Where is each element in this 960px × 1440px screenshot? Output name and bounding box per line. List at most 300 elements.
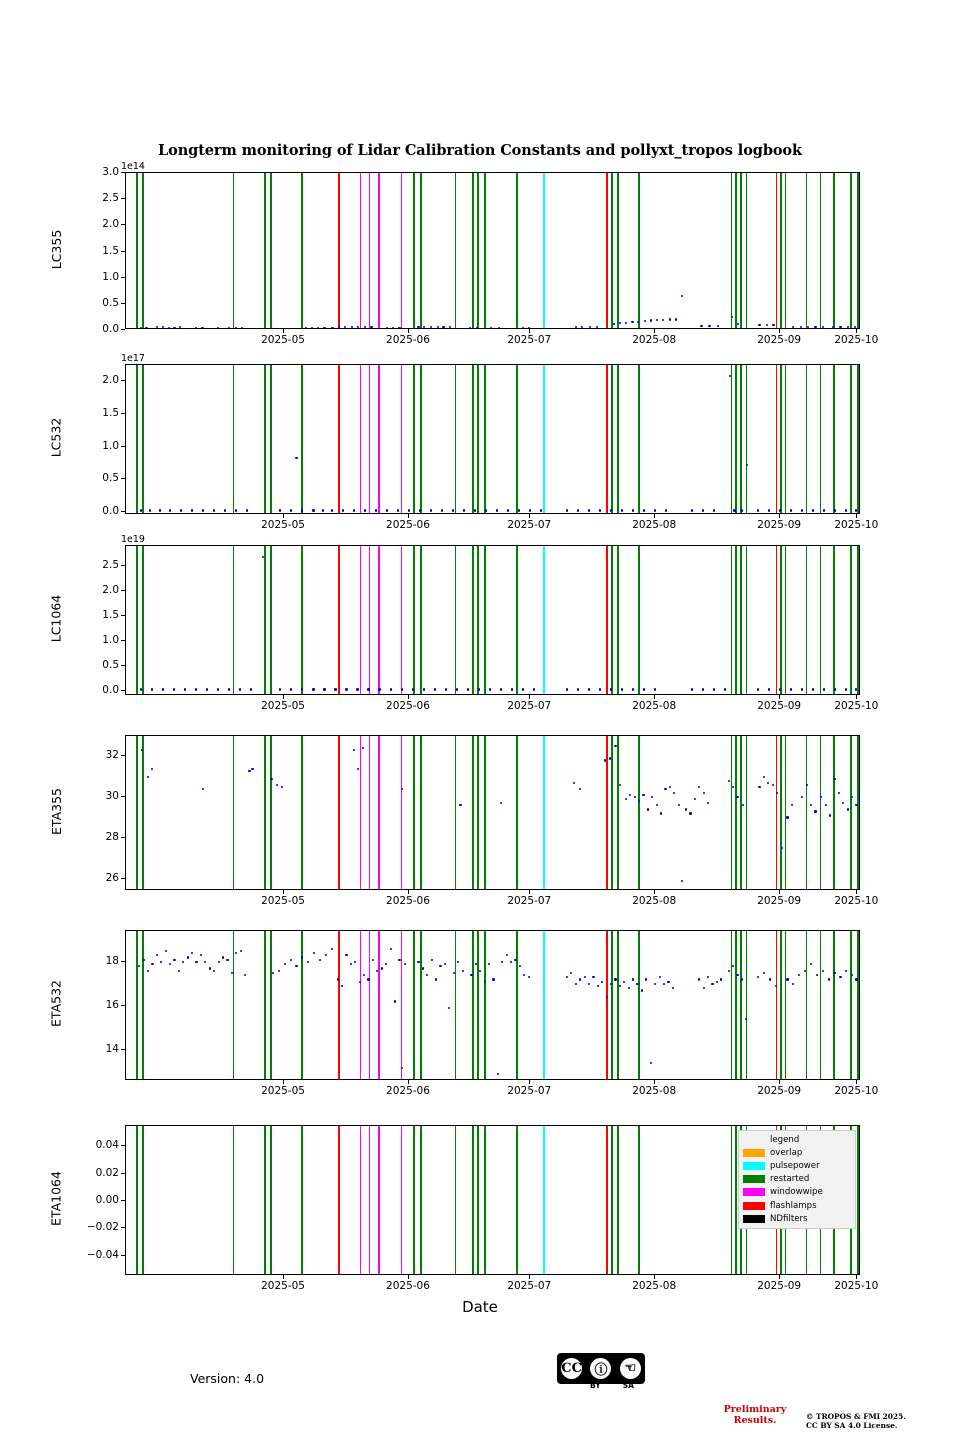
data-point (364, 326, 366, 328)
event-line-restarted (857, 365, 859, 513)
x-tick-mark (779, 514, 780, 518)
y-tick-label: 0.00 (95, 1194, 119, 1206)
event-line-restarted (617, 1126, 619, 1274)
data-point (732, 786, 734, 788)
x-tick-mark (856, 695, 857, 699)
data-point (592, 976, 594, 978)
x-tick-mark (529, 890, 530, 894)
event-line-windowwipe (360, 173, 362, 328)
event-line-restarted (833, 931, 835, 1079)
x-tick-label: 2025-08 (632, 334, 677, 346)
event-line-restarted (142, 931, 144, 1079)
data-point (728, 970, 730, 972)
data-point (823, 688, 825, 690)
event-line-restarted (516, 736, 518, 889)
data-point (313, 952, 315, 954)
event-line-flashlamps (606, 736, 608, 889)
data-point (707, 802, 709, 804)
data-point (669, 786, 671, 788)
event-line-restarted (735, 173, 737, 328)
data-point (488, 963, 490, 965)
data-point (634, 796, 636, 798)
event-line-flashlamps (606, 173, 608, 328)
event-line-restarted (477, 546, 479, 694)
data-point (496, 509, 498, 511)
event-line-restarted (477, 1126, 479, 1274)
data-point (786, 816, 788, 818)
data-point (599, 509, 601, 511)
data-point (342, 509, 344, 511)
data-point (173, 327, 175, 328)
event-line-restarted (420, 931, 422, 1079)
data-point (202, 788, 204, 790)
event-line-restarted (617, 365, 619, 513)
data-point (426, 974, 428, 976)
data-point (500, 688, 502, 690)
x-tick-label: 2025-08 (632, 519, 677, 531)
event-line-restarted (233, 931, 235, 1079)
copyright-note (806, 1412, 906, 1430)
event-line-restarted (420, 365, 422, 513)
y-tick-label: 0.5 (102, 296, 119, 309)
data-point (733, 509, 735, 511)
data-point (716, 981, 718, 983)
data-point (272, 972, 274, 974)
event-line-restarted (484, 1126, 486, 1274)
event-line-restarted (233, 173, 235, 328)
event-line-restarted (806, 365, 808, 513)
data-point (467, 688, 469, 690)
data-point (741, 509, 743, 511)
data-point (523, 974, 525, 976)
x-tick-label: 2025-08 (632, 895, 677, 907)
event-line-restarted (857, 173, 859, 328)
event-line-restarted (413, 173, 415, 328)
data-point (367, 978, 369, 980)
data-point (449, 326, 451, 328)
data-point (786, 978, 788, 980)
data-point (662, 319, 664, 321)
data-point (290, 688, 292, 690)
data-point (213, 509, 215, 511)
legend-item-overlap (743, 1146, 851, 1159)
y-tick-label: 1.5 (102, 609, 119, 621)
y-tick-mark (121, 277, 125, 278)
data-point (507, 509, 509, 511)
data-point (312, 688, 314, 690)
event-line-restarted (611, 736, 613, 889)
data-point (337, 978, 339, 980)
data-point (855, 509, 857, 511)
y-tick-mark (121, 198, 125, 199)
legend-item-restarted (743, 1173, 851, 1186)
data-point (613, 323, 615, 325)
x-tick-label: 2025-10 (834, 895, 879, 907)
data-point (566, 688, 568, 690)
data-point (519, 965, 521, 967)
event-line-restarted (270, 1126, 272, 1274)
data-point (801, 796, 803, 798)
y-tick-mark (121, 224, 125, 225)
data-point (636, 983, 638, 985)
y-tick-mark (121, 1227, 125, 1228)
y-tick-mark (121, 511, 125, 512)
data-point (173, 688, 175, 690)
data-point (485, 509, 487, 511)
data-point (685, 808, 687, 810)
x-tick-mark (529, 329, 530, 333)
event-line-restarted (264, 736, 266, 889)
data-point (664, 788, 666, 790)
event-line-windowwipe (401, 546, 403, 694)
event-line-restarted (301, 736, 303, 889)
data-point (222, 956, 224, 958)
data-point (609, 757, 611, 759)
event-line-restarted (264, 931, 266, 1079)
data-point (828, 978, 830, 980)
event-line-restarted (617, 546, 619, 694)
data-point (577, 509, 579, 511)
event-line-restarted (472, 546, 474, 694)
version-text: Version: 4.0 (190, 1371, 265, 1386)
data-point (200, 954, 202, 956)
x-tick-label: 2025-10 (834, 1085, 879, 1097)
data-point (570, 972, 572, 974)
data-point (331, 948, 333, 950)
y-tick-mark (121, 690, 125, 691)
event-line-restarted (820, 931, 822, 1079)
plot-area-eta355 (126, 736, 859, 889)
data-point (599, 688, 601, 690)
plot-area-eta532 (126, 931, 859, 1079)
event-line-restarted (746, 173, 748, 328)
data-point (790, 509, 792, 511)
x-tick-mark (654, 329, 655, 333)
event-line-restarted (516, 1126, 518, 1274)
data-point (239, 688, 241, 690)
data-point (806, 784, 808, 786)
x-tick-mark (654, 695, 655, 699)
y-tick-label: 0.0 (102, 323, 119, 335)
event-line-flashlamps (776, 736, 778, 889)
data-point (779, 688, 781, 690)
data-point (757, 976, 759, 978)
x-tick-mark (283, 514, 284, 518)
data-point (195, 688, 197, 690)
y-tick-label: −0.02 (86, 1221, 119, 1234)
event-line-pulsepower (543, 736, 545, 889)
y-tick-label: 0.0 (102, 684, 119, 696)
y-tick-mark (121, 565, 125, 566)
event-line-restarted (413, 1126, 415, 1274)
event-line-restarted (420, 736, 422, 889)
data-point (301, 509, 303, 511)
data-point (241, 327, 243, 328)
data-point (191, 952, 193, 954)
event-line-restarted (611, 1126, 613, 1274)
event-line-restarted (472, 365, 474, 513)
data-point (322, 509, 324, 511)
data-point (763, 776, 765, 778)
data-point (681, 880, 683, 882)
event-line-restarted (833, 546, 835, 694)
data-point (423, 326, 425, 328)
event-line-pulsepower (543, 931, 545, 1079)
event-line-restarted (301, 931, 303, 1079)
y-tick-label: 2.0 (102, 374, 119, 387)
event-line-flashlamps (606, 546, 608, 694)
x-tick-mark (408, 1080, 409, 1084)
event-line-restarted (850, 931, 852, 1079)
data-point (270, 778, 272, 780)
data-point (807, 326, 809, 328)
data-point (235, 509, 237, 511)
legend-label-overlap: overlap (770, 1147, 803, 1158)
y-tick-mark (121, 796, 125, 797)
data-point (822, 970, 824, 972)
data-point (842, 802, 844, 804)
data-point (514, 959, 516, 961)
data-point (331, 509, 333, 511)
event-line-pulsepower (543, 173, 545, 328)
event-line-windowwipe (369, 1126, 371, 1274)
data-point (385, 963, 387, 965)
data-point (667, 981, 669, 983)
y-tick-label: 0.0 (102, 504, 119, 517)
event-line-restarted (413, 365, 415, 513)
data-point (851, 796, 853, 798)
event-line-restarted (477, 365, 479, 513)
event-line-restarted (455, 931, 457, 1079)
event-line-restarted (735, 365, 737, 513)
data-point (707, 976, 709, 978)
data-point (397, 509, 399, 511)
event-line-windowwipe (401, 173, 403, 328)
event-line-windowwipe (360, 365, 362, 513)
data-point (654, 509, 656, 511)
data-point (529, 509, 531, 511)
x-tick-mark (779, 1275, 780, 1279)
event-line-restarted (731, 173, 733, 328)
data-point (691, 688, 693, 690)
data-point (540, 509, 542, 511)
data-point (589, 326, 591, 328)
axis-exponent-lc355: 1e14 (121, 161, 145, 172)
data-point (781, 847, 783, 849)
event-line-flashlamps (338, 931, 340, 1079)
event-line-restarted (740, 173, 742, 328)
x-tick-label: 2025-10 (834, 700, 879, 712)
event-line-restarted (413, 931, 415, 1079)
data-point (700, 325, 702, 327)
event-line-restarted (301, 1126, 303, 1274)
data-point (390, 688, 392, 690)
data-point (359, 981, 361, 983)
x-tick-mark (654, 514, 655, 518)
data-point (434, 688, 436, 690)
event-line-restarted (233, 365, 235, 513)
data-point (452, 509, 454, 511)
data-point (312, 509, 314, 511)
legend-label-ndfilters: NDfilters (770, 1213, 808, 1224)
y-tick-mark (121, 665, 125, 666)
data-point (459, 804, 461, 806)
data-point (584, 976, 586, 978)
data-point (401, 788, 403, 790)
data-point (812, 509, 814, 511)
data-point (758, 324, 760, 326)
data-point (301, 688, 303, 690)
data-point (169, 963, 171, 965)
x-tick-label: 2025-07 (507, 1280, 552, 1292)
event-line-windowwipe (360, 736, 362, 889)
y-tick-label: 3.0 (102, 166, 119, 178)
data-point (345, 954, 347, 956)
data-point (776, 792, 778, 794)
data-point (669, 318, 671, 320)
data-point (736, 796, 738, 798)
event-line-restarted (455, 736, 457, 889)
event-line-restarted (638, 365, 640, 513)
data-point (431, 959, 433, 961)
event-line-windowwipe (369, 173, 371, 328)
event-line-restarted (472, 1126, 474, 1274)
data-point (162, 326, 164, 328)
data-point (363, 974, 365, 976)
data-point (412, 688, 414, 690)
data-point (224, 509, 226, 511)
x-tick-label: 2025-10 (834, 519, 879, 531)
event-line-restarted (301, 546, 303, 694)
data-point (353, 749, 355, 751)
chart-panel-eta532 (125, 930, 860, 1080)
data-point (791, 804, 793, 806)
data-point (147, 776, 149, 778)
event-line-restarted (142, 1126, 144, 1274)
event-line-restarted (142, 173, 144, 328)
data-point (235, 327, 237, 328)
y-tick-label: 28 (105, 830, 119, 843)
data-point (825, 804, 827, 806)
data-point (437, 326, 439, 328)
data-point (566, 976, 568, 978)
data-point (469, 327, 471, 328)
data-point (654, 688, 656, 690)
data-point (614, 745, 616, 747)
data-point (386, 327, 388, 328)
event-line-restarted (806, 931, 808, 1079)
data-point (829, 814, 831, 816)
event-line-pulsepower (543, 546, 545, 694)
event-line-restarted (455, 546, 457, 694)
y-tick-label: 18 (105, 954, 119, 967)
y-tick-mark (121, 303, 125, 304)
data-point (470, 974, 472, 976)
event-line-pulsepower (543, 365, 545, 513)
data-point (642, 794, 644, 796)
data-point (151, 688, 153, 690)
data-point (140, 327, 142, 328)
event-line-flashlamps (776, 365, 778, 513)
creative-commons-badge (557, 1353, 645, 1384)
y-tick-mark (121, 1173, 125, 1174)
data-point (533, 688, 535, 690)
data-point (401, 1067, 403, 1069)
chart-panel-eta355 (125, 735, 860, 890)
data-point (500, 802, 502, 804)
data-point (295, 457, 297, 459)
event-line-windowwipe (378, 365, 380, 513)
data-point (665, 509, 667, 511)
x-tick-mark (654, 1275, 655, 1279)
event-line-restarted (413, 546, 415, 694)
data-point (772, 784, 774, 786)
event-line-windowwipe (401, 365, 403, 513)
event-line-restarted (455, 173, 457, 328)
data-point (160, 961, 162, 963)
y-axis-label-lc532: LC532 (48, 417, 64, 458)
data-point (334, 688, 336, 690)
data-point (522, 688, 524, 690)
data-point (442, 326, 444, 328)
data-point (417, 961, 419, 963)
y-tick-label: 0.02 (95, 1166, 119, 1179)
data-point (742, 804, 744, 806)
data-point (445, 688, 447, 690)
data-point (731, 316, 733, 318)
data-point (501, 961, 503, 963)
data-point (350, 963, 352, 965)
y-tick-mark (121, 446, 125, 447)
event-line-restarted (746, 546, 748, 694)
x-tick-label: 2025-08 (632, 1280, 677, 1292)
event-line-restarted (735, 736, 737, 889)
data-point (423, 688, 425, 690)
data-point (462, 970, 464, 972)
event-line-restarted (301, 365, 303, 513)
data-point (191, 509, 193, 511)
data-point (659, 976, 661, 978)
data-point (187, 956, 189, 958)
event-line-restarted (484, 931, 486, 1079)
data-point (632, 509, 634, 511)
y-tick-label: 2.5 (102, 559, 119, 571)
event-line-restarted (264, 365, 266, 513)
x-tick-mark (654, 890, 655, 894)
data-point (847, 326, 849, 328)
data-point (173, 959, 175, 961)
event-line-restarted (806, 736, 808, 889)
event-line-restarted (136, 365, 138, 513)
x-tick-label: 2025-05 (261, 334, 305, 346)
data-point (401, 688, 403, 690)
data-point (713, 688, 715, 690)
y-tick-mark (121, 172, 125, 173)
data-point (678, 804, 680, 806)
event-line-restarted (611, 173, 613, 328)
event-line-restarted (731, 365, 733, 513)
data-point (656, 319, 658, 321)
event-line-restarted (455, 1126, 457, 1274)
event-line-restarted (233, 736, 235, 889)
data-point (180, 509, 182, 511)
event-line-restarted (484, 736, 486, 889)
data-point (325, 954, 327, 956)
event-line-windowwipe (401, 736, 403, 889)
data-point (290, 959, 292, 961)
data-point (650, 319, 652, 321)
data-point (218, 961, 220, 963)
